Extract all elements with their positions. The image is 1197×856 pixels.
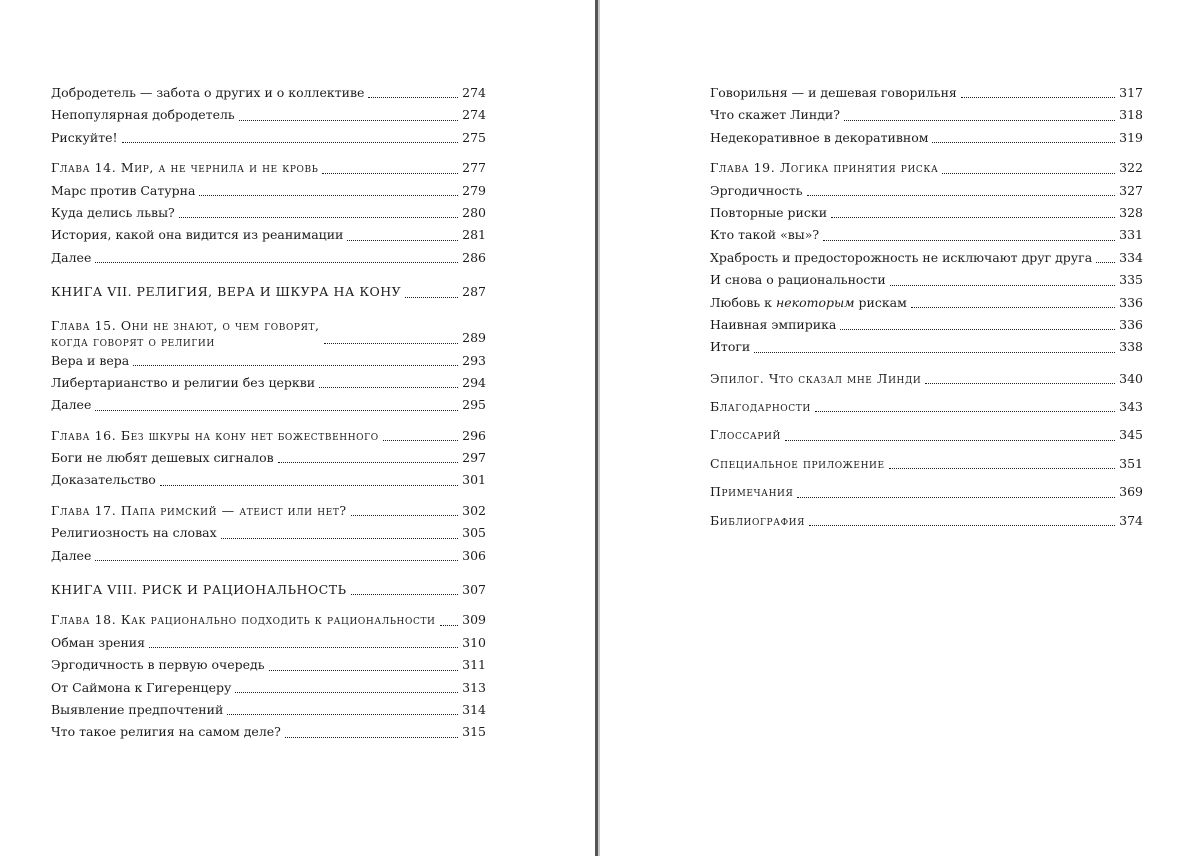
toc-page-number: 338 (1119, 339, 1143, 355)
toc-entry-title: Благодарности (710, 399, 811, 415)
toc-page-number: 279 (462, 182, 486, 198)
toc-page-number: 275 (462, 129, 486, 145)
toc-entry (51, 127, 486, 149)
toc-entry-title: Итоги (710, 339, 751, 355)
leader-dots (122, 142, 459, 143)
leader-dots (809, 525, 1115, 526)
toc-page-number: 274 (462, 84, 486, 100)
toc-page-number: 294 (462, 374, 486, 390)
toc-entry-title: Непопулярная добродетель (51, 107, 235, 123)
toc-entry (51, 677, 486, 699)
leader-dots (797, 497, 1115, 498)
leader-dots (149, 647, 458, 648)
toc-page-number: 277 (462, 160, 486, 176)
toc-entry-title: Храбрость и предосторожность не исключают друг друга (710, 249, 1093, 265)
leader-dots (285, 737, 458, 738)
toc-entry (51, 104, 486, 126)
leader-dots (347, 240, 458, 241)
toc-entry (51, 469, 486, 491)
leader-dots (368, 97, 458, 98)
leader-dots (324, 343, 459, 344)
toc-entry-title: Глава 14. Мир, а не чернила и не кровь (51, 160, 319, 176)
toc-entry (51, 350, 486, 372)
toc-entry (51, 82, 486, 104)
toc-book-heading (51, 281, 486, 303)
leader-dots (844, 120, 1115, 121)
leader-dots (942, 173, 1115, 174)
toc-entry (51, 654, 486, 676)
toc-page-number: 301 (462, 472, 486, 488)
leader-dots (440, 625, 459, 626)
toc-entry-title: Наивная эмпирика (710, 316, 837, 332)
toc-page-number: 374 (1119, 512, 1143, 528)
toc-entry-title: Эргодичность (710, 182, 803, 198)
toc-entry (710, 104, 1143, 126)
toc-page-number: 351 (1119, 455, 1143, 471)
leader-dots (95, 410, 458, 411)
toc-right (710, 82, 1143, 532)
toc-entry (51, 721, 486, 743)
toc-entry-title: Вера и вера (51, 352, 130, 368)
toc-page-number: 280 (462, 204, 486, 220)
toc-entry-title: Глава 17. Папа римский — атеист или нет? (51, 502, 347, 518)
toc-entry-title: Далее (51, 547, 92, 563)
toc-page-number: 318 (1119, 107, 1143, 123)
leader-dots (890, 285, 1115, 286)
toc-page-number: 314 (462, 701, 486, 717)
toc-page-number: 336 (1119, 316, 1143, 332)
leader-dots (133, 365, 458, 366)
toc-page-number: 311 (462, 657, 486, 673)
leader-dots (840, 329, 1115, 330)
leader-dots (269, 670, 459, 671)
toc-page-number: 310 (462, 634, 486, 650)
toc-entry (710, 314, 1143, 336)
toc-entry-title: КНИГА VIII. РИСК И РАЦИОНАЛЬНОСТЬ (51, 582, 347, 598)
toc-page-number: 336 (1119, 294, 1143, 310)
right-page (600, 0, 1197, 856)
toc-entry-title-part: рискам (854, 294, 907, 310)
toc-entry-title: Далее (51, 249, 92, 265)
toc-section-heading (710, 510, 1143, 532)
toc-entry-title: Глоссарий (710, 427, 781, 443)
toc-page-number: 305 (462, 525, 486, 541)
toc-entry (710, 180, 1143, 202)
toc-page-number: 340 (1119, 370, 1143, 386)
toc-entry (51, 545, 486, 567)
toc-chapter-heading (51, 425, 486, 447)
toc-chapter-heading (51, 157, 486, 179)
toc-entry (51, 224, 486, 246)
toc-entry-title: КНИГА VII. РЕЛИГИЯ, ВЕРА И ШКУРА НА КОНУ (51, 284, 402, 300)
leader-dots (785, 440, 1115, 441)
toc-page-number: 309 (462, 612, 486, 628)
toc-entry-title: Что такое религия на самом деле? (51, 724, 281, 740)
leader-dots (925, 383, 1115, 384)
toc-page-number: 328 (1119, 204, 1143, 220)
toc-entry-title: Выявление предпочтений (51, 701, 224, 717)
toc-entry (51, 202, 486, 224)
toc-entry (710, 82, 1143, 104)
toc-entry (710, 202, 1143, 224)
leader-dots (278, 462, 458, 463)
toc-entry-title: Специальное приложение (710, 455, 885, 471)
toc-page-number: 307 (462, 582, 486, 598)
toc-page-number: 327 (1119, 182, 1143, 198)
toc-entry (51, 180, 486, 202)
toc-chapter-heading (51, 312, 486, 350)
leader-dots (961, 97, 1115, 98)
leader-dots (405, 297, 458, 298)
toc-page-number: 302 (462, 502, 486, 518)
toc-entry-title-italic: некоторым (775, 294, 855, 310)
toc-entry (51, 699, 486, 721)
toc-page-number: 287 (462, 284, 486, 300)
toc-chapter-heading (51, 609, 486, 631)
toc-page-number: 306 (462, 547, 486, 563)
toc-entry-title (710, 292, 907, 314)
leader-dots (199, 195, 458, 196)
leader-dots (815, 411, 1115, 412)
toc-page-number: 293 (462, 352, 486, 368)
toc-entry (710, 292, 1143, 314)
toc-page-number: 286 (462, 249, 486, 265)
leader-dots (831, 217, 1115, 218)
toc-entry (710, 127, 1143, 149)
toc-chapter-heading (710, 157, 1143, 179)
toc-page-number: 343 (1119, 399, 1143, 415)
toc-page-number: 289 (462, 330, 486, 346)
toc-chapter-heading (51, 500, 486, 522)
leader-dots (160, 485, 458, 486)
toc-entry-title: Рискуйте! (51, 129, 118, 145)
toc-page-number: 322 (1119, 160, 1143, 176)
leader-dots (383, 440, 458, 441)
toc-entry-title: Куда делись львы? (51, 204, 175, 220)
toc-entry-title: Эргодичность в первую очередь (51, 657, 265, 673)
toc-page-number: 331 (1119, 227, 1143, 243)
toc-entry (51, 394, 486, 416)
leader-dots (1096, 262, 1115, 263)
toc-entry-title: Обман зрения (51, 634, 146, 650)
toc-entry-title: История, какой она видится из реанимации (51, 227, 344, 243)
leader-dots (95, 262, 458, 263)
toc-entry-title: Либертарианство и религии без церкви (51, 374, 316, 390)
toc-section-heading (710, 481, 1143, 503)
toc-entry-title: Глава 16. Без шкуры на кону нет божественного (51, 427, 379, 443)
toc-entry (710, 247, 1143, 269)
toc-page-number: 334 (1119, 249, 1143, 265)
toc-page-number: 313 (462, 679, 486, 695)
leader-dots (319, 387, 458, 388)
leader-dots (179, 217, 458, 218)
toc-section-heading (710, 396, 1143, 418)
toc-entry-title: Далее (51, 397, 92, 413)
toc-entry-title (51, 318, 320, 350)
toc-entry (51, 522, 486, 544)
leader-dots (351, 594, 459, 595)
leader-dots (932, 142, 1115, 143)
leader-dots (807, 195, 1116, 196)
toc-entry-title: Глава 19. Логика принятия риска (710, 160, 939, 176)
toc-left (51, 82, 486, 744)
toc-entry-title: Говорильня — и дешевая говорильня (710, 84, 957, 100)
toc-entry-title: Недекоративное в декоративном (710, 129, 929, 145)
leader-dots (227, 714, 458, 715)
toc-page-number: 281 (462, 227, 486, 243)
leader-dots (239, 120, 458, 121)
toc-page-number: 317 (1119, 84, 1143, 100)
toc-entry (51, 247, 486, 269)
toc-page-number: 369 (1119, 484, 1143, 500)
toc-entry (710, 224, 1143, 246)
toc-entry-title: Повторные риски (710, 204, 828, 220)
toc-entry-title: Добродетель — забота о других и о коллективе (51, 84, 365, 100)
leader-dots (235, 692, 458, 693)
toc-entry-title-part: Любовь к (710, 294, 776, 310)
leader-dots (322, 173, 458, 174)
toc-entry-title: Доказательство (51, 472, 156, 488)
toc-book-heading (51, 579, 486, 601)
leader-dots (889, 468, 1116, 469)
toc-page-number: 315 (462, 724, 486, 740)
leader-dots (221, 538, 459, 539)
toc-entry-title: Марс против Сатурна (51, 182, 196, 198)
toc-entry-title-line: Глава 15. Они не знают, о чем говорят, (51, 317, 320, 333)
leader-dots (754, 352, 1115, 353)
toc-entry-title: От Саймона к Гигеренцеру (51, 679, 232, 695)
toc-entry-title: Библиография (710, 512, 806, 528)
toc-entry-title: Эпилог. Что сказал мне Линди (710, 370, 922, 386)
left-page (0, 0, 595, 856)
toc-page-number: 296 (462, 427, 486, 443)
toc-page-number: 295 (462, 397, 486, 413)
toc-page-number: 297 (462, 450, 486, 466)
toc-entry-title: Примечания (710, 484, 794, 500)
toc-entry-title: Кто такой «вы»? (710, 227, 820, 243)
toc-entry (51, 372, 486, 394)
toc-entry (710, 336, 1143, 358)
toc-page-number: 345 (1119, 427, 1143, 443)
toc-entry-title: И снова о рациональности (710, 272, 886, 288)
toc-page-number: 335 (1119, 272, 1143, 288)
leader-dots (823, 240, 1115, 241)
toc-entry (710, 269, 1143, 291)
toc-entry (51, 632, 486, 654)
leader-dots (911, 307, 1115, 308)
toc-entry-title: Глава 18. Как рационально подходить к рациональности (51, 612, 436, 628)
toc-entry-title: Боги не любят дешевых сигналов (51, 450, 274, 466)
leader-dots (351, 515, 458, 516)
toc-entry-title-line: когда говорят о религии (51, 333, 215, 349)
toc-section-heading (710, 368, 1143, 390)
toc-section-heading (710, 453, 1143, 475)
toc-page-number: 319 (1119, 129, 1143, 145)
toc-entry-title: Религиозность на словах (51, 525, 217, 541)
toc-page-number: 274 (462, 107, 486, 123)
leader-dots (95, 560, 458, 561)
toc-entry (51, 447, 486, 469)
toc-entry-title: Что скажет Линди? (710, 107, 840, 123)
toc-section-heading (710, 424, 1143, 446)
